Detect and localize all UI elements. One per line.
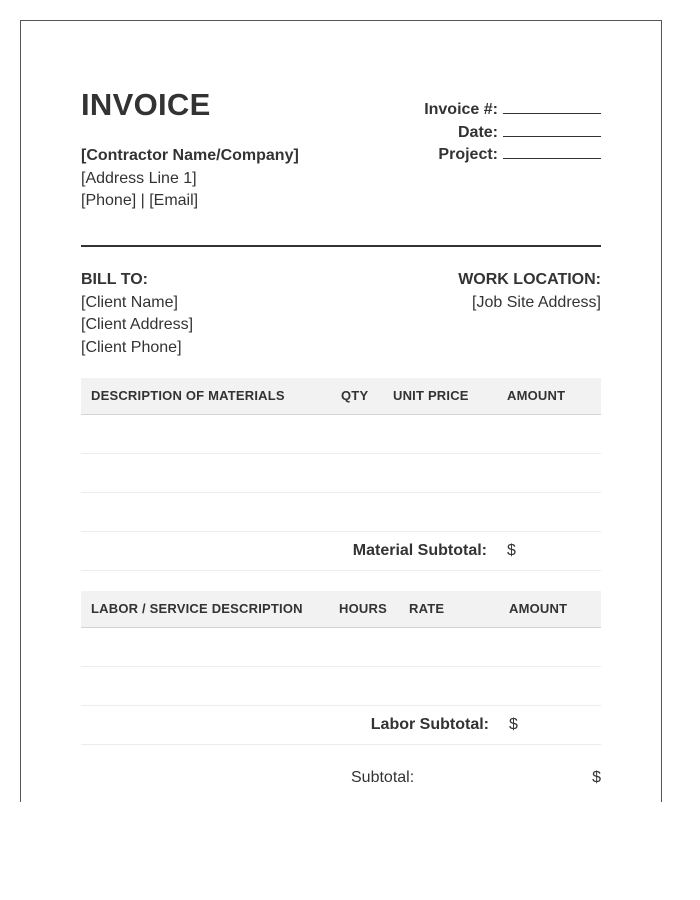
material-subtotal-value: $	[497, 531, 601, 570]
labor-header-row	[81, 591, 601, 627]
project-label: Project:	[438, 146, 498, 163]
table-row[interactable]	[81, 453, 601, 492]
date-field[interactable]	[503, 123, 601, 137]
invoice-number-field[interactable]	[503, 100, 601, 114]
materials-table	[81, 378, 601, 571]
grand-subtotal-row	[351, 769, 601, 787]
work-location-heading: WORK LOCATION:	[458, 271, 601, 288]
contractor-name: [Contractor Name/Company]	[81, 147, 299, 164]
grand-subtotal-label: Subtotal:	[351, 769, 415, 786]
work-location-block	[458, 269, 601, 314]
invoice-page	[20, 20, 662, 802]
labor-col-description: LABOR / SERVICE DESCRIPTION	[81, 591, 331, 627]
table-row[interactable]	[81, 414, 601, 453]
labor-col-amount: AMOUNT	[499, 591, 601, 627]
invoice-meta	[341, 99, 601, 167]
invoice-number-label: Invoice #:	[424, 101, 498, 118]
client-phone: [Client Phone]	[81, 338, 182, 356]
date-row	[341, 122, 601, 145]
contractor-contact: [Phone] | [Email]	[81, 192, 199, 209]
client-name: [Client Name]	[81, 293, 178, 311]
labor-subtotal-row	[81, 705, 601, 744]
materials-col-qty: QTY	[341, 378, 393, 414]
labor-table	[81, 591, 601, 745]
invoice-title: INVOICE	[81, 87, 211, 122]
labor-subtotal-value: $	[499, 705, 601, 744]
materials-col-amount: AMOUNT	[497, 378, 601, 414]
labor-col-hours: HOURS	[331, 591, 401, 627]
invoice-number-row	[341, 99, 601, 122]
bill-to-heading: BILL TO:	[81, 271, 148, 288]
table-row[interactable]	[81, 666, 601, 705]
project-field[interactable]	[503, 145, 601, 159]
bill-to-block	[81, 269, 193, 359]
header-divider	[81, 245, 601, 247]
project-row	[341, 144, 601, 167]
table-row[interactable]	[81, 492, 601, 531]
contractor-block	[81, 145, 299, 213]
date-label: Date:	[457, 123, 498, 141]
contractor-address: [Address Line 1]	[81, 169, 197, 187]
materials-col-description: DESCRIPTION OF MATERIALS	[81, 378, 341, 414]
client-address: [Client Address]	[81, 316, 194, 333]
material-subtotal-label: Material Subtotal:	[81, 531, 497, 570]
grand-subtotal-value: $	[592, 769, 601, 786]
materials-header-row	[81, 378, 601, 414]
table-row[interactable]	[81, 627, 601, 666]
material-subtotal-row	[81, 531, 601, 570]
materials-col-unit-price: UNIT PRICE	[393, 378, 497, 414]
labor-col-rate: RATE	[401, 591, 499, 627]
job-site-address: [Job Site Address]	[472, 293, 601, 311]
labor-subtotal-label: Labor Subtotal:	[81, 705, 499, 744]
